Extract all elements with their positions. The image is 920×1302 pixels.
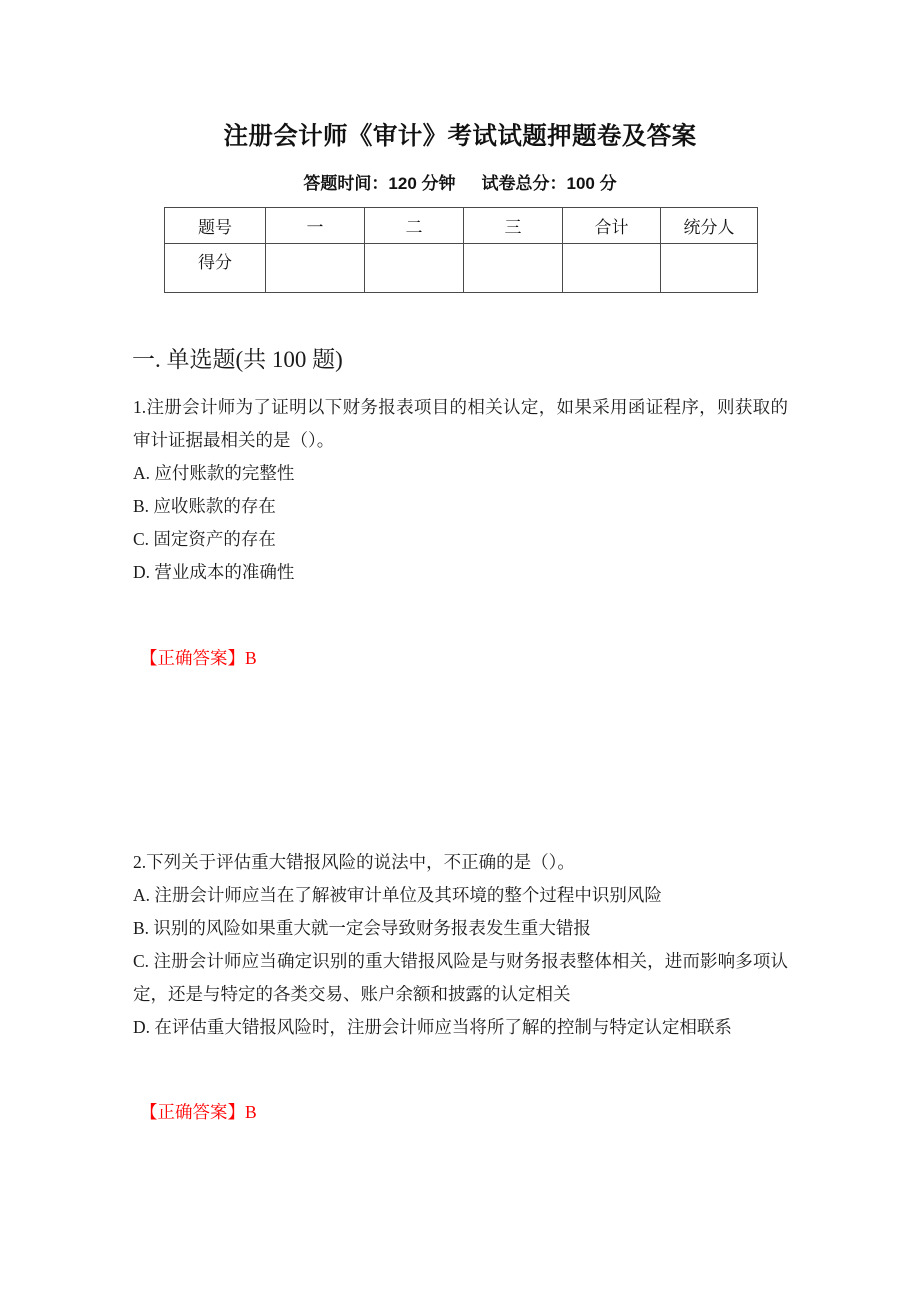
correct-answer-2 <box>140 1098 257 1126</box>
question-stem <box>133 846 788 879</box>
correct-answer-label: 【正确答案】 <box>140 1102 245 1122</box>
option-text: C. 固定资产的存在 <box>133 529 276 549</box>
correct-answer-value: B <box>245 648 257 668</box>
score-cell[interactable] <box>266 244 365 293</box>
score-table-header-cell: 题号 <box>165 208 266 244</box>
option-text: B. 识别的风险如果重大就一定会导致财务报表发生重大错报 <box>133 918 591 938</box>
option-b[interactable] <box>133 490 788 523</box>
score-cell[interactable] <box>563 244 661 293</box>
option-d[interactable] <box>133 556 788 589</box>
question-block-1 <box>133 391 788 589</box>
question-text: 注册会计师为了证明以下财务报表项目的相关认定，如果采用函证程序，则获取的审计证据最相关的是（）。 <box>133 397 788 450</box>
exam-meta-line <box>0 169 920 194</box>
question-text: 下列关于评估重大错报风险的说法中，不正确的是（）。 <box>146 852 575 872</box>
score-table-header-cell: 三 <box>464 208 563 244</box>
score-table-header-cell: 合计 <box>563 208 661 244</box>
score-row-label: 得分 <box>165 244 266 293</box>
question-number: 2. <box>133 852 147 872</box>
option-text: D. 营业成本的准确性 <box>133 562 295 582</box>
score-cell[interactable] <box>464 244 563 293</box>
correct-answer-1 <box>140 644 257 672</box>
table-row <box>165 208 758 244</box>
option-d[interactable] <box>133 1011 788 1044</box>
score-cell[interactable] <box>365 244 464 293</box>
total-score-label: 试卷总分：100 分 <box>481 174 617 193</box>
option-text: A. 应付账款的完整性 <box>133 463 295 483</box>
correct-answer-value: B <box>245 1102 257 1122</box>
correct-answer-label: 【正确答案】 <box>140 648 245 668</box>
score-table <box>164 207 758 293</box>
section-heading-single-choice: 一. 单选题(共 100 题) <box>132 347 343 372</box>
option-text: A. 注册会计师应当在了解被审计单位及其环境的整个过程中识别风险 <box>133 885 662 905</box>
score-table-header-cell: 一 <box>266 208 365 244</box>
option-a[interactable] <box>133 457 788 490</box>
option-c[interactable] <box>133 945 788 1011</box>
score-cell[interactable] <box>661 244 758 293</box>
table-row <box>165 244 758 293</box>
option-c[interactable] <box>133 523 788 556</box>
option-text: D. 在评估重大错报风险时，注册会计师应当将所了解的控制与特定认定相联系 <box>133 1017 732 1037</box>
option-a[interactable] <box>133 879 788 912</box>
answer-time-label: 答题时间：120 分钟 <box>303 174 456 193</box>
option-text: C. 注册会计师应当确定识别的重大错报风险是与财务报表整体相关，进而影响多项认定，还是与特定的各类交易、账户余额和披露的认定相关 <box>133 951 788 1004</box>
question-block-2 <box>133 846 788 1044</box>
question-number: 1. <box>133 397 147 417</box>
option-text: B. 应收账款的存在 <box>133 496 276 516</box>
page-title: 注册会计师《审计》考试试题押题卷及答案 <box>223 123 697 150</box>
score-table-header-cell: 统分人 <box>661 208 758 244</box>
question-stem <box>133 391 788 457</box>
score-table-header-cell: 二 <box>365 208 464 244</box>
option-b[interactable] <box>133 912 788 945</box>
